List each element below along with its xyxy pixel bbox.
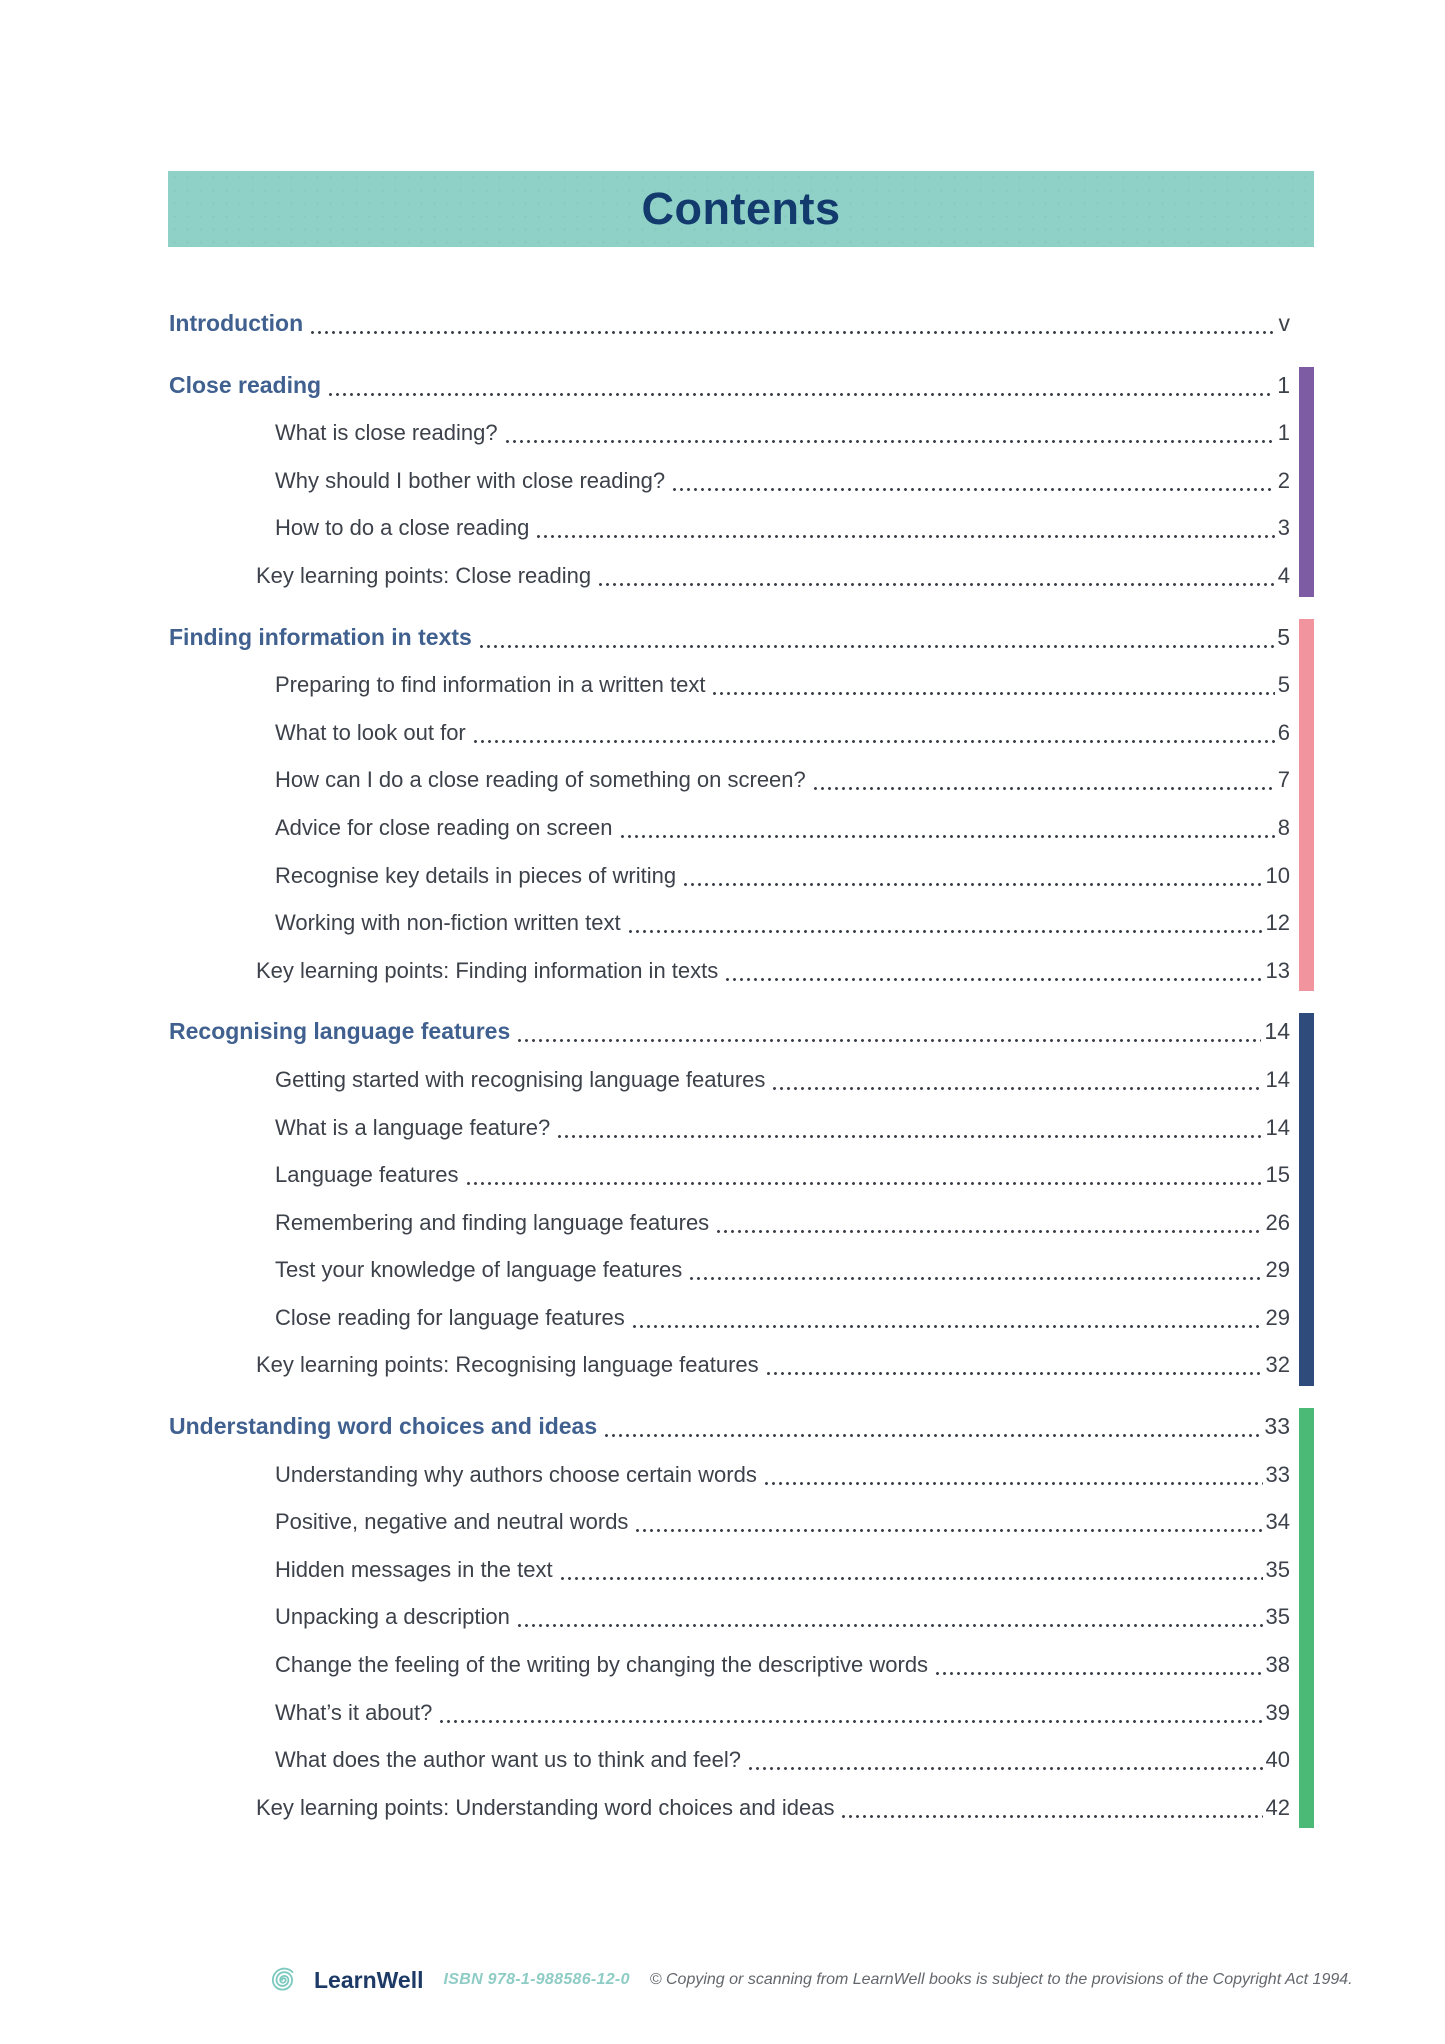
dot-leader (763, 1451, 1263, 1499)
dot-leader (327, 362, 1274, 410)
toc-entry-page-number: 8 (1277, 814, 1290, 840)
toc-entry-page-number: 29 (1265, 1304, 1290, 1330)
toc-section-heading-page-number: 5 (1277, 623, 1290, 650)
toc-entry-page-number: 29 (1265, 1257, 1290, 1283)
toc-entry-label: Hidden messages in the text (275, 1556, 553, 1582)
toc-entry (169, 709, 1290, 757)
copyright-text: © Copying or scanning from LearnWell books is subject to the provisions of the Copyright Act 1994. (649, 1971, 1353, 1988)
toc-entry-label: What does the author want us to think and feel? (275, 1747, 741, 1773)
toc-section-heading-label: Understanding word choices and ideas (169, 1413, 598, 1440)
toc-entry-label: Key learning points: Finding information in texts (256, 957, 719, 983)
toc-entry (169, 1246, 1290, 1294)
toc-entry (169, 1641, 1290, 1689)
toc-entry-label: What is close reading? (275, 420, 498, 446)
dot-leader (516, 1008, 1261, 1056)
toc-entry-page-number: 13 (1265, 957, 1290, 983)
toc-entry (169, 756, 1290, 804)
toc-section-heading-label: Finding information in texts (169, 623, 472, 650)
toc-entry (169, 1151, 1290, 1199)
toc-entry-label: How to do a close reading (275, 515, 530, 541)
toc-entry-label: Remembering and finding language features (275, 1209, 710, 1235)
toc-entry-page-number: 42 (1265, 1794, 1290, 1820)
dot-leader (715, 1199, 1262, 1247)
toc-entry-label: Key learning points: Recognising language features (256, 1352, 759, 1378)
dot-leader (771, 1056, 1262, 1104)
toc-entry (169, 899, 1290, 947)
toc-section-heading (169, 1008, 1290, 1056)
section-color-bar (1299, 619, 1314, 992)
toc-entry-label: Language features (275, 1162, 459, 1188)
dot-leader (627, 899, 1263, 947)
toc-section (169, 362, 1290, 600)
dot-leader (309, 300, 1275, 348)
toc-entry (169, 661, 1290, 709)
toc-entry-label: Close reading for language features (275, 1304, 625, 1330)
toc-entry-page-number: 35 (1265, 1556, 1290, 1582)
toc-section-heading (169, 1403, 1290, 1451)
dot-leader (472, 709, 1275, 757)
dot-leader (840, 1784, 1262, 1832)
toc-entry-label: Key learning points: Understanding word choices and ideas (256, 1794, 835, 1820)
toc-entry (169, 1784, 1290, 1832)
toc-section-heading (169, 614, 1290, 662)
dot-leader (682, 852, 1262, 900)
dot-leader (603, 1403, 1261, 1451)
dot-leader (812, 756, 1275, 804)
dot-leader (556, 1104, 1262, 1152)
section-color-bar (1299, 1408, 1314, 1828)
toc-entry-label: Change the feeling of the writing by changing the descriptive words (275, 1652, 929, 1678)
toc-entry-label: Unpacking a description (275, 1604, 510, 1630)
toc-entry-page-number: 10 (1265, 862, 1290, 888)
toc-entry-page-number: 12 (1265, 910, 1290, 936)
toc-entry-introduction-label: Introduction (169, 310, 304, 336)
toc-entry-page-number: 40 (1265, 1747, 1290, 1773)
toc-entry-page-number: 14 (1265, 1066, 1290, 1092)
dot-leader (438, 1689, 1262, 1737)
toc-entry (169, 1294, 1290, 1342)
toc-entry-page-number: 14 (1265, 1114, 1290, 1140)
toc-section-heading-label: Close reading (169, 371, 322, 398)
dot-leader (765, 1341, 1263, 1389)
toc-entry-page-number: 15 (1265, 1162, 1290, 1188)
page-title: Contents (641, 183, 841, 234)
toc-entry (169, 1341, 1290, 1389)
toc-entry-label: Working with non-fiction written text (275, 910, 621, 936)
toc-entry-label: Advice for close reading on screen (275, 814, 613, 840)
toc-entry (169, 1199, 1290, 1247)
toc-entry-introduction (169, 300, 1290, 348)
toc-entry-page-number: 26 (1265, 1209, 1290, 1235)
toc-entry-page-number: 2 (1277, 467, 1290, 493)
toc-entry (169, 409, 1290, 457)
title-band (168, 171, 1314, 247)
dot-leader (688, 1246, 1262, 1294)
dot-leader (671, 457, 1275, 505)
toc-entry (169, 1689, 1290, 1737)
toc-entry-label: Preparing to find information in a written text (275, 672, 706, 698)
toc-entry-page-number: 38 (1265, 1652, 1290, 1678)
dot-leader (711, 661, 1274, 709)
toc-section-heading-page-number: 1 (1277, 371, 1290, 398)
dot-leader (631, 1294, 1263, 1342)
toc-section-heading-label: Recognising language features (169, 1018, 511, 1045)
footer (260, 1956, 1353, 2004)
toc-entry-page-number: 3 (1277, 515, 1290, 541)
section-color-bar (1299, 1013, 1314, 1386)
toc-entry (169, 852, 1290, 900)
dot-leader (747, 1736, 1263, 1784)
toc-entry-page-number: 32 (1265, 1352, 1290, 1378)
toc-entry-page-number: 33 (1265, 1461, 1290, 1487)
isbn-text: ISBN 978-1-988586-12-0 (443, 1971, 630, 1988)
toc-entry (169, 552, 1290, 600)
dot-leader (597, 552, 1275, 600)
toc-entry-label: Recognise key details in pieces of writing (275, 862, 677, 888)
toc-entry-page-number: 5 (1277, 672, 1290, 698)
toc-entry-page-number: 4 (1277, 562, 1290, 588)
dot-leader (934, 1641, 1262, 1689)
toc-entry-page-number: 35 (1265, 1604, 1290, 1630)
section-color-bar (1299, 367, 1314, 597)
dot-leader (504, 409, 1275, 457)
toc-entry (169, 457, 1290, 505)
toc-entry (169, 1498, 1290, 1546)
brand-name: LearnWell (314, 1966, 424, 1993)
toc-entry-label: Test your knowledge of language features (275, 1257, 683, 1283)
toc-entry (169, 804, 1290, 852)
toc-entry-label: Understanding why authors choose certain words (275, 1461, 757, 1487)
toc-entry-label: Getting started with recognising language features (275, 1066, 766, 1092)
toc-entry-page-number: 6 (1277, 719, 1290, 745)
toc-entry (169, 947, 1290, 995)
toc-entry-page-number: 7 (1277, 767, 1290, 793)
toc-entry (169, 1451, 1290, 1499)
toc-section (169, 614, 1290, 995)
dot-leader (634, 1498, 1262, 1546)
toc-entry (169, 1736, 1290, 1784)
toc-entry-label: Key learning points: Close reading (256, 562, 592, 588)
toc-entry (169, 1104, 1290, 1152)
toc-entry (169, 1056, 1290, 1104)
dot-leader (516, 1593, 1263, 1641)
toc-entry-introduction-page-number: v (1278, 310, 1290, 336)
table-of-contents (169, 300, 1290, 1831)
toc-entry (169, 1593, 1290, 1641)
toc-section-heading-page-number: 14 (1264, 1018, 1290, 1045)
toc-section (169, 1403, 1290, 1831)
learnwell-spiral-logo-icon (260, 1958, 304, 2002)
toc-entry-label: What to look out for (275, 719, 466, 745)
toc-entry-label: Positive, negative and neutral words (275, 1509, 629, 1535)
toc-section-heading-page-number: 33 (1264, 1413, 1290, 1440)
dot-leader (619, 804, 1275, 852)
toc-entry-page-number: 1 (1277, 420, 1290, 446)
toc-entry-label: What is a language feature? (275, 1114, 551, 1140)
toc-entry-label: What’s it about? (275, 1699, 433, 1725)
toc-section-heading (169, 362, 1290, 410)
toc-entry-page-number: 39 (1265, 1699, 1290, 1725)
toc-entry-page-number: 34 (1265, 1509, 1290, 1535)
dot-leader (724, 947, 1262, 995)
dot-leader (535, 504, 1274, 552)
dot-leader (478, 614, 1274, 662)
toc-entry-label: Why should I bother with close reading? (275, 467, 666, 493)
dot-leader (465, 1151, 1263, 1199)
toc-entry (169, 504, 1290, 552)
dot-leader (559, 1546, 1263, 1594)
toc-entry-label: How can I do a close reading of something on screen? (275, 767, 806, 793)
toc-entry (169, 1546, 1290, 1594)
toc-section (169, 1008, 1290, 1389)
